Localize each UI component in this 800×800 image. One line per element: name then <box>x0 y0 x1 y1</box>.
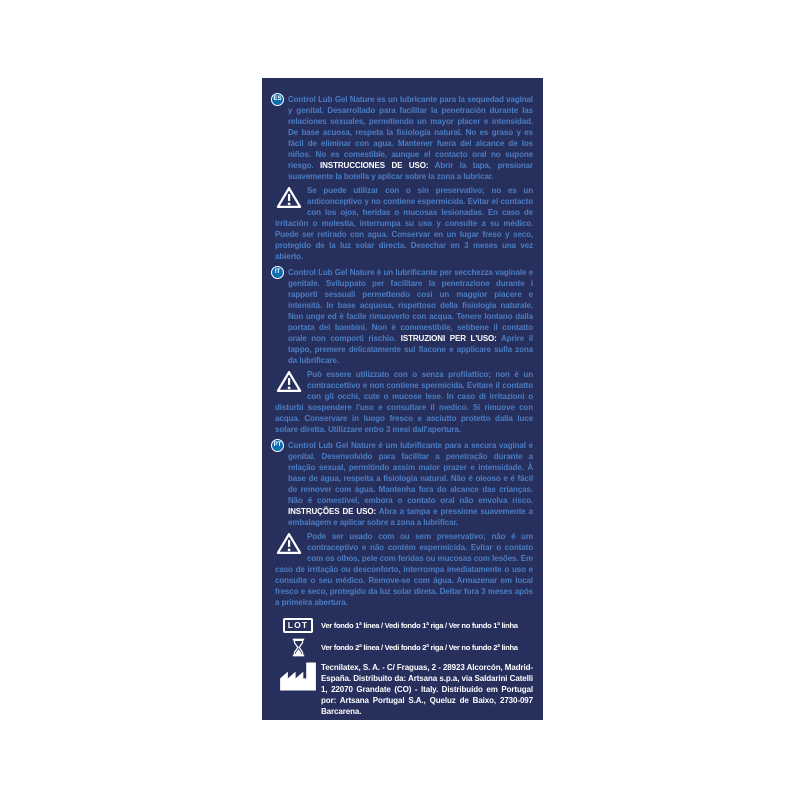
usage-heading-es: INSTRUCCIONES DE USO: <box>320 161 429 170</box>
warning-text-it <box>275 369 533 435</box>
usage-heading-it: ISTRUZIONI PER L'USO: <box>400 334 497 343</box>
factory-icon <box>279 662 317 691</box>
expiry-location-text: Ver fondo 2ª línea / Vedi fondo 2ª riga / Ver no fundo 2ª linha <box>321 643 518 652</box>
warning-pt: Pode ser usado com ou sem preservativo; não é um contraceptivo e não contém espermicida. Evitar o contato com os olhos, pele com feridas ou mucosas com lesões. Em caso de irritação ou desconforto, interrompa imediatamente o uso e consulte o seu médico. Remove-se com água. Armazenar em local fresco e seco, protegido da luz solar direta. Deitar fora 3 meses após a primeira abertura. <box>275 532 533 607</box>
regulatory-footer <box>275 618 533 717</box>
manufacturer-text: Tecnilatex, S. A. - C/ Fraguas, 2 - 28923 Alcorcón, Madrid-España. Distribuito da: Artsana s.p.a, via Saldarini Catelli 1, 22070 Grandate (CO) - Italy. Distribuído em Portugal por: Artsana Portugal S.A., Queluz de Baixo, 2730-097 Barcarena. <box>321 663 533 716</box>
description-es-part2: Abrir la tapa, presionar suavemente la botella y aplicar sobre la zona a lubricar. <box>288 161 534 181</box>
product-label-back <box>262 78 543 720</box>
description-it-part2: Aprire il tappo, premere delicatamente sul flacone e applicare sulla zona da lubrificare. <box>288 334 533 365</box>
lot-row <box>275 618 533 633</box>
warning-triangle-icon <box>276 186 302 209</box>
usage-heading-pt: INSTRUÇÕES DE USO: <box>288 507 377 516</box>
description-it-part1: Control Lub Gel Nature è un lubrificante per secchezza vaginale e genitale. Sviluppato per facilitare la penetrazione durante i rapporti sessuali permettendo così un maggior piacere e intensità. In base acquosa, rispettoso della fisiologia naturale. Non unge ed è facile rimuoverlo con acqua. Tenere lontano dalla portata dei bambini. Non è commestibile, sebbene il contatto orale non comporti rischio. <box>288 268 533 343</box>
warning-text-pt <box>275 531 533 608</box>
description-es-part1: Control Lub Gel Nature es un lubricante para la sequedad vaginal y genital. Desarrollado para facilitar la penetración durante las relaciones sexuales, permitiendo un mayor placer e intensidad. De base acuosa, respeta la fisiología natural. No es graso y es fácil de eliminar con agua. Mantener fuera del alcance de los niños. No es comestible, aunque el contacto oral no supone riesgo. <box>288 95 533 170</box>
warning-it: Può essere utilizzato con o senza profilattico; non è un contraccettivo e non contiene spermicida. Evitare il contatto con gli occhi, cute o mucose lese. In caso di irritazioni o disturbi sospendere l'uso e consultare il medico. Si rimuove con acqua. Conservare in luogo fresco e asciutto protetto dalla luce solare diretta. Utilizzare entro 3 mesi dall'apertura. <box>275 370 533 434</box>
hourglass-icon <box>292 638 305 657</box>
language-badge-es: ES <box>271 93 284 106</box>
section-it <box>275 267 533 435</box>
warning-triangle-icon <box>276 370 302 393</box>
description-text-it <box>288 267 533 366</box>
section-es <box>275 94 533 262</box>
warning-es: Se puede utilizar con o sin preservativo; no es un anticonceptivo y no contiene espermicida. Evitar el contacto con los ojos, heridas o mucosas lesionadas. En caso de irritación o molestia, interrumpa su uso y consulte a su médico. Puede ser retirado con agua. Conservar en un lugar freso y seco, protegido de la luz solar directa. Desechar en 3 meses una vez abierto. <box>275 186 533 261</box>
warning-text-es <box>275 185 533 262</box>
language-badge-pt: PT <box>271 439 284 452</box>
warning-triangle-icon <box>276 532 302 555</box>
description-pt-part1: Control Lub Gel Nature é um lubrificante para a secura vaginal e genital. Desenvolvido para facilitar a penetração durante a relação sexual, permitindo assim maior prazer e intensidade. À base de água, respeita a fisiologia natural. Não é oleoso e é fácil de remover com água. Mantenha fora do alcance das crianças. Não é comestível, embora o contato oral não envolva risco. <box>288 441 533 505</box>
language-badge-it: IT <box>271 266 284 279</box>
section-pt <box>275 440 533 608</box>
manufacturer-row <box>275 662 533 717</box>
lot-location-text: Ver fondo 1ª línea / Vedi fondo 1ª riga / Ver no fundo 1ª linha <box>321 621 518 630</box>
expiry-row <box>275 638 533 657</box>
lot-code-icon: LOT <box>283 618 314 633</box>
description-pt-part2: Abra a tampa e pressione suavemente a embalagem e aplicar sobre a zona a lubrificar. <box>288 507 534 527</box>
description-text-pt <box>288 440 533 528</box>
description-text-es <box>288 94 533 182</box>
